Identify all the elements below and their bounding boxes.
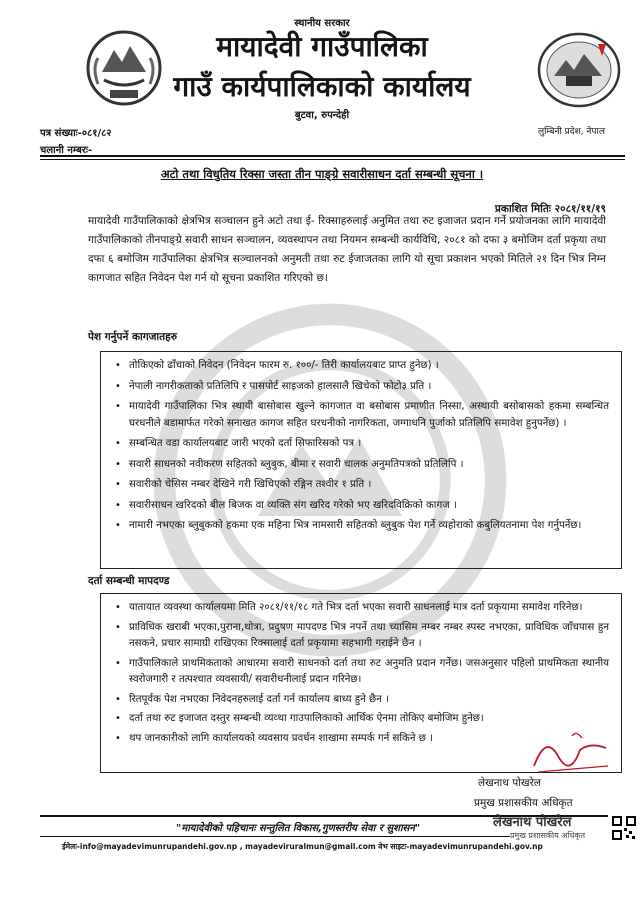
list-item: • मायादेवी गाउँपालिका भित्र स्थायी बासोबास खुल्ने कागजात वा बसोबास प्रमाणीत निस्सा, अस्थायी बसोबासको हकमा सम्बन्धित घरधनीले बडामार्फत गरेको सनाखत कागज सहित घरधनीको नागरिकता, जग्गाधनि पुर्जाको प्रतिलिपि समावेश हुनुपर्नेछ) । bbox=[115, 401, 609, 429]
bullet-icon: • bbox=[115, 438, 121, 449]
bullet-icon: • bbox=[115, 360, 121, 371]
dispatch-number: चलानी नम्बरः- bbox=[40, 145, 93, 156]
bullet-icon: • bbox=[115, 621, 121, 633]
handwritten-signature bbox=[528, 726, 612, 778]
footer-contact: ईमेलः-info@mayadevimunrupandehi.gov.np , mayadeviruralmun@gmail.com वेभ साइटः-mayadevimunrupandehi.gov.np bbox=[62, 842, 543, 851]
list-item: • सम्बन्धित वडा कार्यालयबाट जारी भएको दर्ता सिफारिसको पत्र । bbox=[101, 436, 609, 453]
header-divider bbox=[40, 155, 625, 157]
bullet-icon: • bbox=[115, 693, 121, 705]
list-item: • दर्ता तथा रुट इजाजत दस्तुर सम्बन्धी व्यव्था गाउपालिकाको आर्थिक ऐनमा तोकिए बमोजिम हुनेछ। bbox=[101, 711, 609, 728]
stamp-signatory-name: लेखनाथ पोखरेल bbox=[493, 815, 572, 830]
bullet-icon: • bbox=[115, 602, 121, 613]
list-item: • सवारीको चेसिस नम्बर देखिने गरी खिचिएको रङ्गिन तश्वीर १ प्रति । bbox=[101, 477, 609, 494]
notice-subject: अटो तथा विधुतिय रिक्सा जस्ता तीन पाङ्ग्रे सवारीसाधन दर्ता सम्बन्धी सूचना । bbox=[160, 167, 484, 181]
office-address: बुटवा, रुपन्देही bbox=[294, 110, 350, 121]
footer-motto: "मायादेवीको पहिचानः सन्तुलित विकास,गुणस्तरीय सेवा र सुशासन" bbox=[176, 823, 421, 834]
header-divider-thin bbox=[40, 159, 625, 160]
page-title-line1: मायादेवी गाउँपालिका bbox=[216, 30, 428, 63]
list-item: • नामारी नभएका ब्लुबुकको हकमा एक महिना भित्र नामसारी सहितको ब्लुबुक पेश गर्ने व्यहोराको कबुलियतनामा पेश गर्नुपर्नेछ। bbox=[101, 518, 609, 535]
bullet-icon: • bbox=[115, 458, 121, 470]
section-heading-documents: पेश गर्नुपर्ने कागजातहरु bbox=[88, 331, 177, 343]
province-label: लुम्बिनी प्रदेश, नेपाल bbox=[538, 127, 605, 137]
letter-number: पत्र संख्याः-०८१/८२ bbox=[40, 128, 112, 139]
bullet-icon: • bbox=[115, 520, 121, 531]
page-title-line2: गाउँ कार्यपालिकाको कार्यालय bbox=[173, 70, 471, 103]
bullet-icon: • bbox=[115, 732, 121, 744]
list-item: • नेपाली नागरीकताको प्रतिलिपि र पासपोर्ट साइजको हालसालै खिचेको फोटो३ प्रति । bbox=[101, 379, 609, 396]
list-item: • सवारीसाधन खरिदको बील बिजक वा व्यक्ति संग खरिद गरेको भए खरिदविक्रिको कागज । bbox=[101, 498, 609, 515]
published-date: प्रकाशित मितिः २०८१/११/१९ bbox=[494, 203, 606, 215]
documents-list-box bbox=[100, 351, 622, 569]
list-item: • गाउँपालिकाले प्राथमिकताको आधारमा सवारी साधनको दर्ता तथा रुट अनुमति प्रदान गर्नेछ। जसअनुसार पहिलो प्राथमिकता स्थानीय स्वरोजगारी र तत्पश्चात व्यवसायी/ सवारीधनीलाई प्रदान गरिनेछ। bbox=[115, 657, 609, 685]
footer-divider-thin bbox=[40, 836, 510, 837]
list-item: • तोकिएको ढाँचाको निवेदन (निवेदन फारम रु. १००/- तिरी कार्यालयबाट प्राप्त हुनेछ) । bbox=[101, 358, 609, 375]
section-heading-criteria: दर्ता सम्बन्धी मापदण्ड bbox=[88, 575, 170, 587]
bullet-icon: • bbox=[115, 479, 121, 490]
bullet-icon: • bbox=[115, 401, 121, 412]
signatory-title: प्रमुख प्रशासकीय अधिकृत bbox=[474, 797, 573, 809]
stamp-signatory-title: प्रमुख प्रशासकीय अधिकृत bbox=[510, 831, 586, 840]
list-item: • प्राविधिक खराबी भएका,पुराना,थोत्रा, प्रदुषण मापदण्ड भित्र नपर्ने तथा च्यासिम नम्बर नम्बर स्पस्ट नभएका, प्राविधिक जाँचपास हुन नसकने, प्रचार सामाग्री राखिएका रिक्सालाई दर्ता प्रकृयामा सहभागी गराईने छैन । bbox=[115, 621, 609, 649]
list-item: • रितपूर्वक पेश नभएका निवेदनहरुलाई दर्ता गर्न कार्यालय बाध्य हुने छैन । bbox=[101, 692, 609, 709]
list-item: • यातायात व्यवस्था कार्यालयमा मिति २०८१/११/१८ गते भित्र दर्ता भएका सवारी साधनलाई मात्र दर्ता प्रकृयामा समावेश गरिनेछ। bbox=[101, 600, 609, 617]
list-item: • सवारी साधनको नवीकरण सहितको ब्लुबुक, बीमा र सवारी चालक अनुमतिपत्रको प्रतिलिपि । bbox=[101, 457, 609, 474]
qr-code-icon bbox=[612, 816, 636, 840]
header-top-line: स्थानीय सरकार bbox=[294, 18, 350, 29]
bullet-icon: • bbox=[115, 713, 121, 724]
signatory-name: लेखनाथ पोखरेल bbox=[478, 777, 541, 789]
bullet-icon: • bbox=[115, 380, 121, 392]
bullet-icon: • bbox=[115, 499, 121, 511]
list-item: • थप जानकारीको लागि कार्यालयको व्यवसाय प्रवर्धन शाखामा सम्पर्क गर्न सकिने छ । bbox=[101, 731, 609, 748]
bullet-icon: • bbox=[115, 657, 121, 669]
intro-paragraph: मायादेवी गाउँपालिकाको क्षेत्रभित्र सञ्चालन हुने अटो तथा ई- रिक्साहरुलाई अनुमित तथा रुट इजाजत प्रदान गर्ने प्रयोजनका लागि मायादेवी गाउँपालिकाको तीनपाङ्ग्रे सवारी साधन सञ्चालन, व्यवस्थापन तथा नियमन सम्बन्धी कार्यविधि, २०८१ को दफा ३ बमोजिम दर्ता प्रकृया तथा दफा ६ बमोजिम गाउँपालिका क्षेत्रभित्र सञ्चालनको अनुमती तथा रुट ईजाजतका लागि यो सूचा प्रकाशन भएको मितिले २१ दिन भित्र निम्न कागजात सहित निवेदन पेश गर्न यो सूचना प्रकाशित गरिएको छ। bbox=[88, 215, 606, 284]
